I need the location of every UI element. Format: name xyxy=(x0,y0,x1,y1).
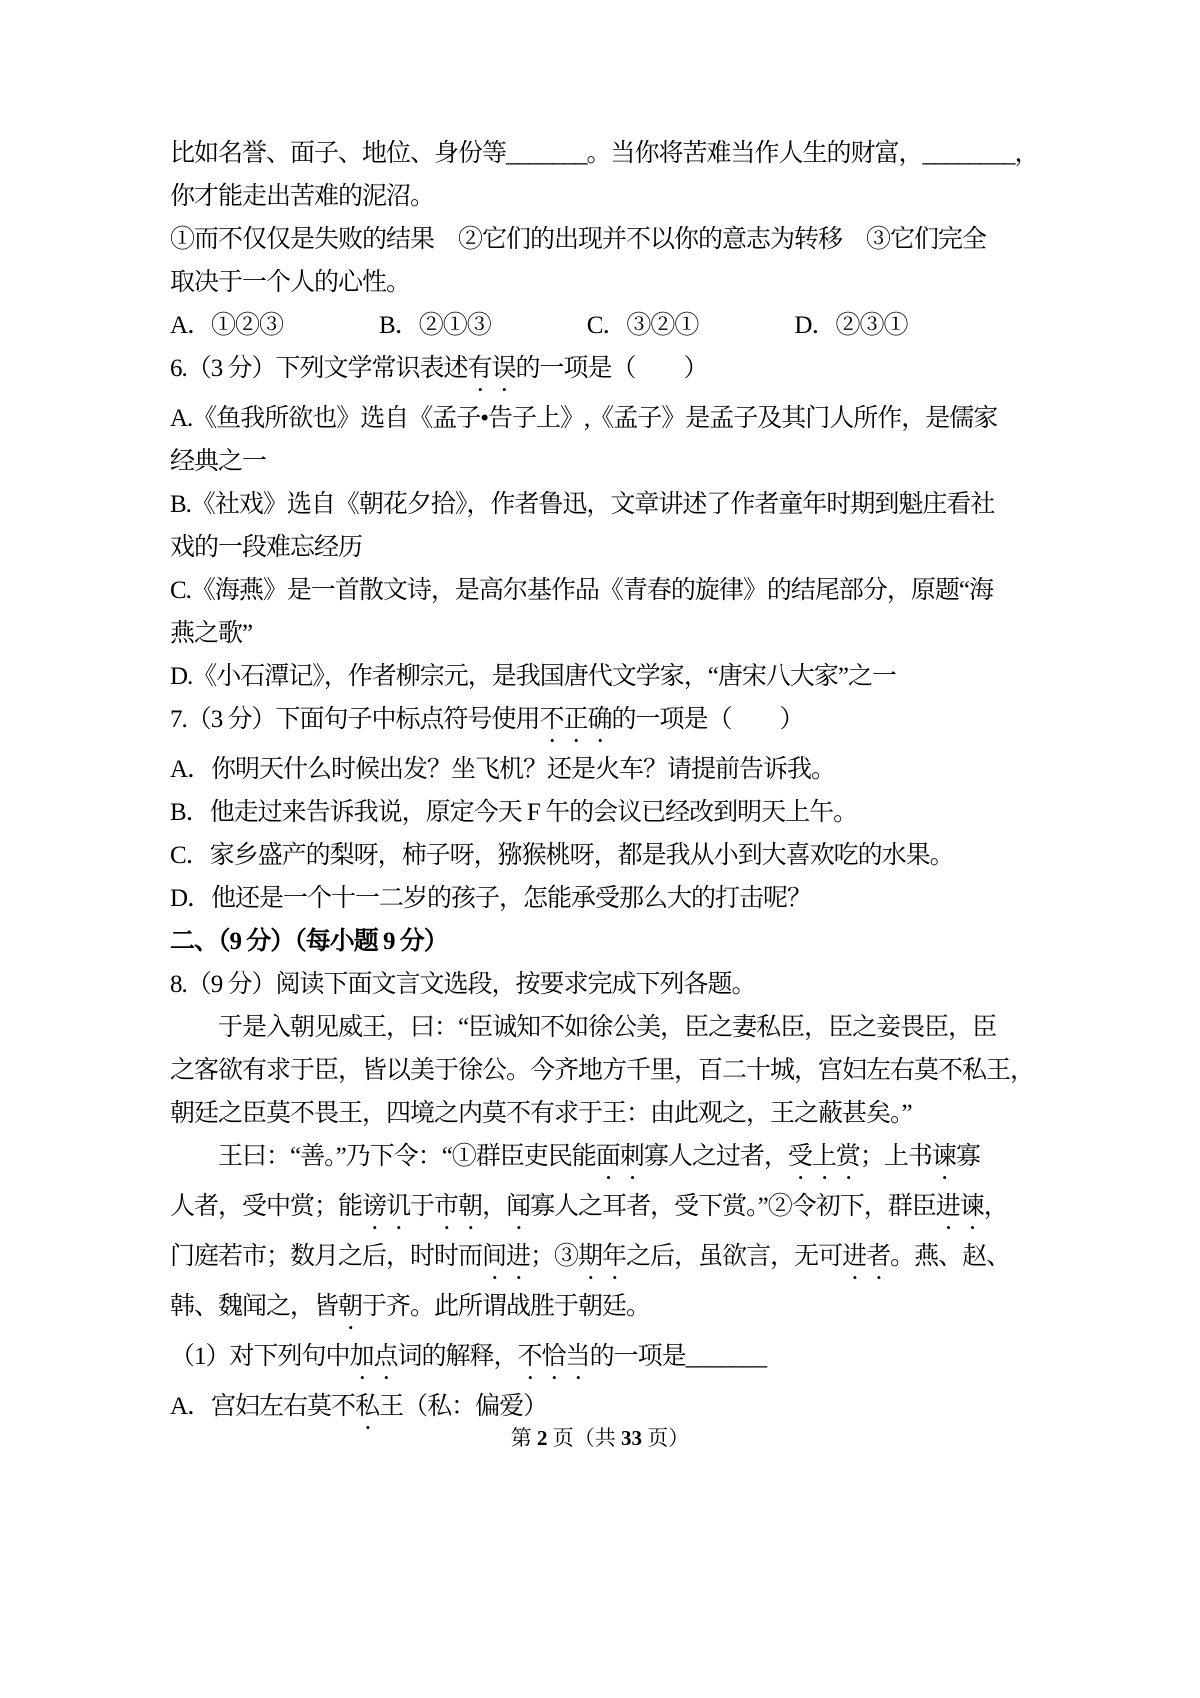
text-segment: 的一项是（ ） xyxy=(515,355,708,382)
text-segment: 第 xyxy=(510,1426,537,1450)
text-line xyxy=(170,791,1060,834)
text-segment: 经典之一 xyxy=(170,448,267,475)
text-line xyxy=(170,1135,1060,1185)
text-segment: 于是入朝见威王，曰：“臣诚知不如徐公美，臣之妻私臣，臣之妾畏臣，臣 xyxy=(170,1014,997,1041)
emphasized-text: 朝 xyxy=(338,1293,363,1320)
text-line xyxy=(170,655,1060,698)
text-segment: A．①②③ B．②①③ C．③②① D．②③① xyxy=(170,312,908,339)
text-line xyxy=(170,748,1060,791)
text-segment: 你才能走出苦难的泥沼。 xyxy=(170,183,435,210)
text-segment: 页（共 xyxy=(547,1426,621,1450)
text-segment: ， xyxy=(983,1193,1008,1220)
emphasized-text: 期年 xyxy=(578,1243,627,1270)
text-segment: 的一项是（ ） xyxy=(611,706,804,733)
text-line xyxy=(170,440,1060,483)
text-segment: A．宫妇左右莫不 xyxy=(170,1393,356,1420)
text-segment: 寡人之过者， xyxy=(643,1143,788,1170)
text-line xyxy=(170,1185,1060,1235)
emphasized-text: 不恰当 xyxy=(517,1343,590,1370)
text-line xyxy=(170,569,1060,612)
text-segment: 的一项是_______ xyxy=(589,1343,767,1370)
text-segment: 比如名誉、面子、地位、身份等_______。当你将苦难当作人生的财富，________， xyxy=(170,140,1039,167)
emphasized-text: 谏 xyxy=(931,1143,956,1170)
text-segment: 韩、魏闻之，皆 xyxy=(170,1293,339,1320)
text-segment: C．家乡盛产的梨呀，柿子呀，猕猴桃呀，都是我从小到大喜欢吃的水果。 xyxy=(170,842,954,869)
text-line xyxy=(170,175,1060,218)
text-line xyxy=(170,397,1060,440)
text-segment: 人者，受中赏；能 xyxy=(170,1193,363,1220)
text-line xyxy=(170,1049,1060,1092)
document-body xyxy=(170,132,1060,1435)
emphasized-text: 闻 xyxy=(506,1193,531,1220)
text-line xyxy=(170,612,1060,655)
emphasized-text: 加点 xyxy=(349,1343,398,1370)
text-segment: 二、（9 分）（每小题 9 分） xyxy=(170,928,448,955)
text-segment: B.《社戏》选自《朝花夕拾》，作者鲁迅，文章讲述了作者童年时期到魁庄看社 xyxy=(170,491,995,518)
text-segment: 王曰：“善。”乃下令：“①群臣吏民能 xyxy=(170,1143,596,1170)
text-segment: 取决于一个人的心性。 xyxy=(170,269,411,296)
text-line xyxy=(170,304,1060,347)
text-line xyxy=(170,698,1060,748)
text-line xyxy=(170,1285,1060,1335)
emphasized-text: 间进 xyxy=(482,1243,531,1270)
text-segment: 于 xyxy=(410,1193,435,1220)
text-segment: D．他还是一个十一二岁的孩子，怎能承受那么大的打击呢？ xyxy=(170,885,812,912)
text-segment: 页） xyxy=(642,1426,690,1450)
text-line xyxy=(170,1335,1060,1385)
text-segment: 朝廷之臣莫不畏王，四境之内莫不有求于王：由此观之，王之蔽甚矣。” xyxy=(170,1100,912,1127)
text-segment: 燕之歌” xyxy=(170,620,253,647)
text-segment: ， xyxy=(482,1193,507,1220)
text-segment: B．他走过来告诉我说，原定今天 F 午的会议已经改到明天上午。 xyxy=(170,799,858,826)
text-line xyxy=(170,347,1060,397)
text-segment: 。燕、赵、 xyxy=(890,1243,1011,1270)
text-segment: A．你明天什么时候出发？坐飞机？还是火车？请提前告诉我。 xyxy=(170,756,836,783)
text-segment: 王（私：偏爱） xyxy=(379,1393,548,1420)
text-segment: C.《海燕》是一首散文诗，是高尔基作品《青春的旋律》的结尾部分，原题“海 xyxy=(170,577,994,604)
text-line xyxy=(170,483,1060,526)
emphasized-text: 进者 xyxy=(842,1243,891,1270)
emphasized-text: 面刺 xyxy=(595,1143,644,1170)
text-segment: A.《鱼我所欲也》选自《孟子•告子上》,《孟子》是孟子及其门人所作，是儒家 xyxy=(170,405,998,432)
text-segment: 戏的一段难忘经历 xyxy=(170,534,363,561)
text-segment: 之客欲有求于臣，皆以美于徐公。今齐地方千里，百二十城，宫妇左右莫不私王， xyxy=(170,1057,1035,1084)
text-segment: 7.（3 分）下面句子中标点符号使用 xyxy=(170,706,540,733)
text-segment: ；③ xyxy=(530,1243,579,1270)
text-segment: 于齐。此所谓战胜于朝廷。 xyxy=(362,1293,651,1320)
text-line xyxy=(170,1006,1060,1049)
text-segment: 之后，虽欲言，无可 xyxy=(626,1243,843,1270)
text-line xyxy=(170,877,1060,920)
text-line xyxy=(170,963,1060,1006)
text-line xyxy=(170,218,1060,261)
text-line xyxy=(170,920,1060,963)
emphasized-text: 不正确 xyxy=(539,706,612,733)
text-segment: 寡人之耳者，受下赏。”②令初下，群臣 xyxy=(530,1193,936,1220)
text-line xyxy=(170,261,1060,304)
text-line xyxy=(170,132,1060,175)
text-segment: 33 xyxy=(621,1426,642,1450)
page-footer xyxy=(0,1422,1200,1452)
emphasized-text: 私 xyxy=(355,1393,380,1420)
emphasized-text: 进谏 xyxy=(935,1193,984,1220)
text-segment: ①而不仅仅是失败的结果 ②它们的出现并不以你的意志为转移 ③它们完全 xyxy=(170,226,987,253)
emphasized-text: 有误 xyxy=(467,355,516,382)
text-segment: D.《小石潭记》，作者柳宗元，是我国唐代文学家，“唐宋八大家”之一 xyxy=(170,663,896,690)
text-segment: 门庭若市；数月之后，时时而 xyxy=(170,1243,483,1270)
text-segment: （1）对下列句中 xyxy=(170,1343,350,1370)
emphasized-text: 市朝 xyxy=(434,1193,483,1220)
text-segment: 2 xyxy=(537,1426,548,1450)
text-line xyxy=(170,1092,1060,1135)
text-segment: 寡 xyxy=(955,1143,980,1170)
text-line xyxy=(170,1235,1060,1285)
emphasized-text: 受上赏 xyxy=(787,1143,860,1170)
text-segment: ；上书 xyxy=(859,1143,932,1170)
text-segment: 6.（3 分）下列文学常识表述 xyxy=(170,355,468,382)
emphasized-text: 谤讥 xyxy=(362,1193,411,1220)
text-segment: 8.（9 分）阅读下面文言文选段，按要求完成下列各题。 xyxy=(170,971,756,998)
text-segment: 词的解释， xyxy=(397,1343,518,1370)
text-line xyxy=(170,526,1060,569)
text-line xyxy=(170,834,1060,877)
